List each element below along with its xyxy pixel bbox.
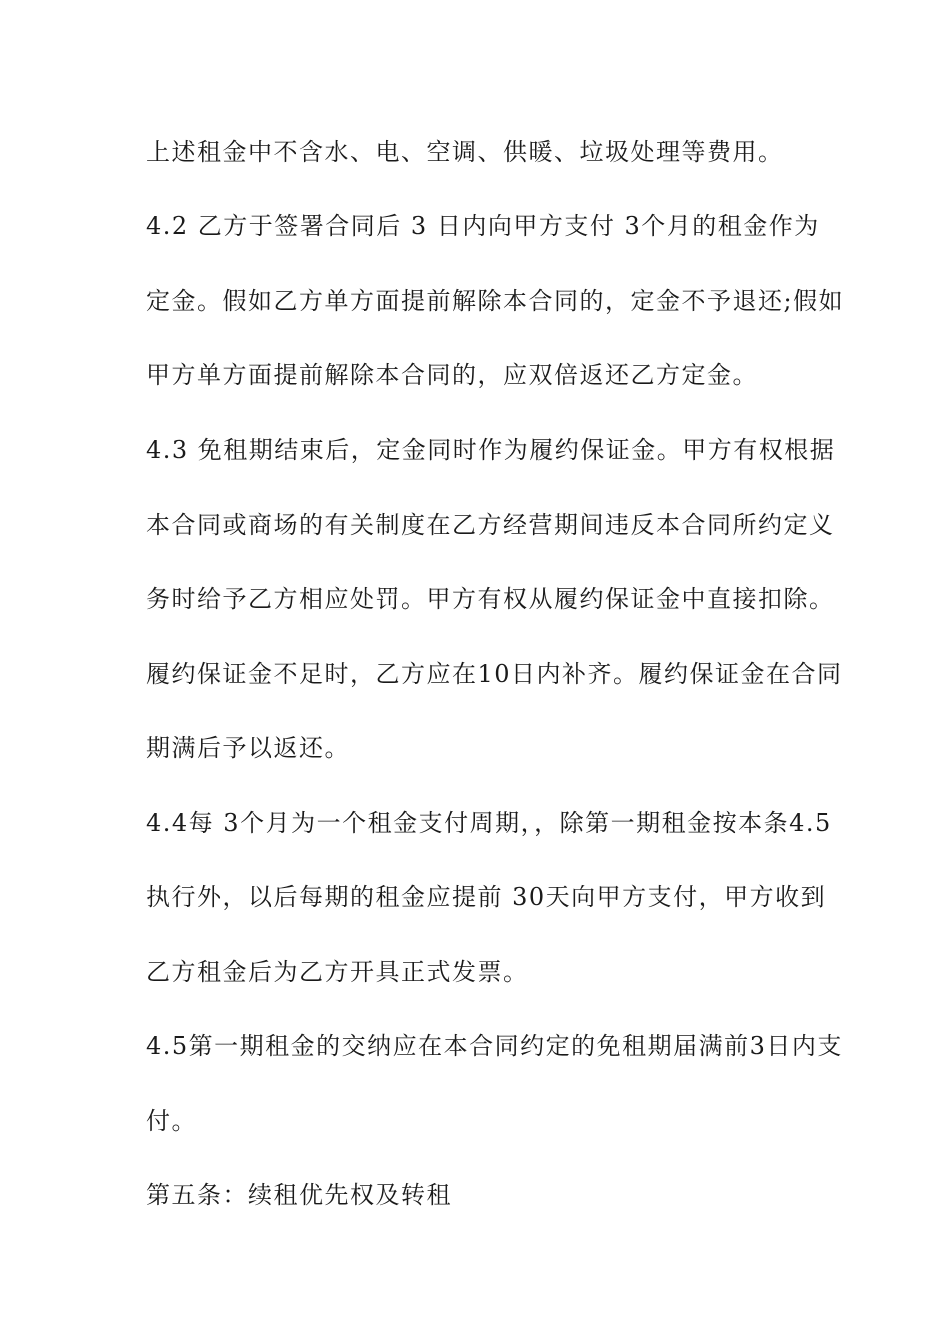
paragraph-line-8: 履约保证金不足时，乙方应在10日内补齐。履约保证金在合同 [146, 660, 843, 688]
paragraph-line-6: 本合同或商场的有关制度在乙方经营期间违反本合同所约定义 [146, 511, 835, 539]
paragraph-line-5: 4.3 免租期结束后，定金同时作为履约保证金。甲方有权根据 [146, 436, 836, 464]
paragraph-line-2: 4.2 乙方于签署合同后 3 日内向甲方支付 3个月的租金作为 [146, 212, 820, 240]
paragraph-line-11: 执行外，以后每期的租金应提前 30天向甲方支付，甲方收到 [146, 883, 827, 911]
paragraph-line-3: 定金。假如乙方单方面提前解除本合同的，定金不予退还;假如 [146, 287, 845, 315]
paragraph-line-7: 务时给予乙方相应处罚。甲方有权从履约保证金中直接扣除。 [146, 585, 835, 613]
section-heading: 第五条：续租优先权及转租 [146, 1181, 452, 1209]
paragraph-line-4: 甲方单方面提前解除本合同的，应双倍返还乙方定金。 [146, 361, 758, 389]
paragraph-line-14: 付。 [146, 1107, 197, 1135]
paragraph-line-12: 乙方租金后为乙方开具正式发票。 [146, 958, 529, 986]
paragraph-line-10: 4.4每 3个月为一个租金支付周期，，除第一期租金按本条4.5 [146, 809, 832, 837]
paragraph-line-13: 4.5第一期租金的交纳应在本合同约定的免租期届满前3日内支 [146, 1032, 843, 1060]
paragraph-line-9: 期满后予以返还。 [146, 734, 350, 762]
paragraph-line-1: 上述租金中不含水、电、空调、供暖、垃圾处理等费用。 [146, 138, 784, 166]
